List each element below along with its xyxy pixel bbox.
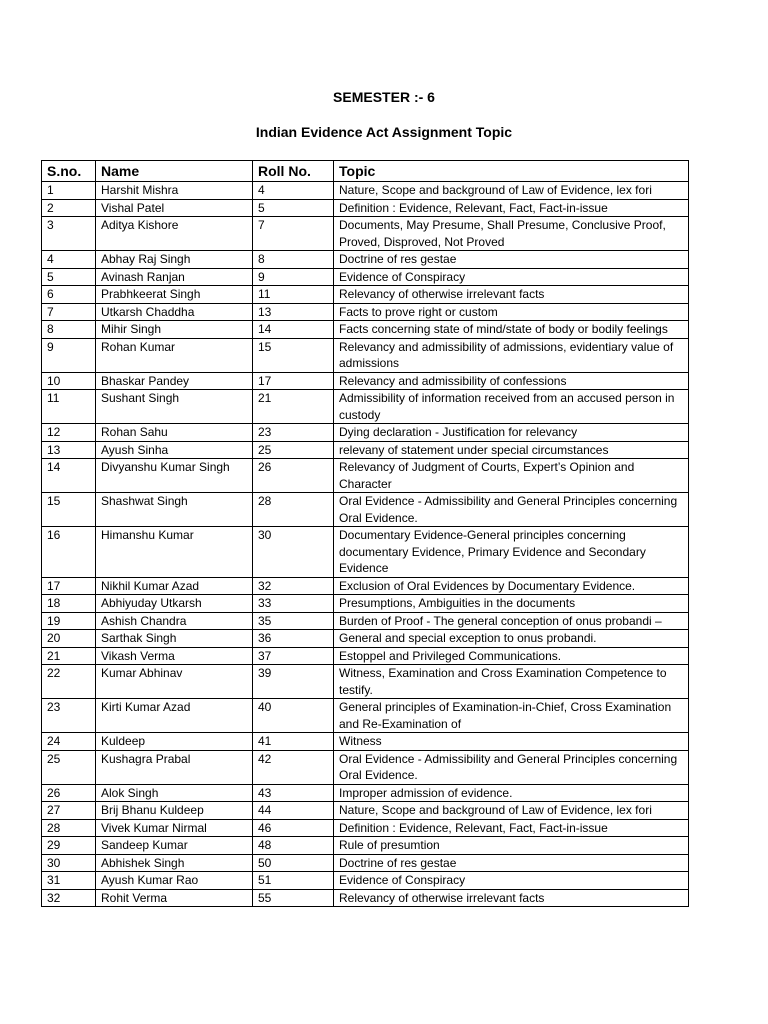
cell-roll-no: 17 <box>253 372 334 390</box>
cell-topic: Rule of presumtion <box>334 837 689 855</box>
table-row <box>42 889 689 907</box>
cell-roll-no: 23 <box>253 424 334 442</box>
cell-roll-no: 9 <box>253 268 334 286</box>
table-row <box>42 182 689 200</box>
cell-name: Vishal Patel <box>96 199 253 217</box>
cell-topic: Estoppel and Privileged Communications. <box>334 647 689 665</box>
cell-topic: Witness <box>334 733 689 751</box>
cell-topic: Definition : Evidence, Relevant, Fact, Fact-in-issue <box>334 199 689 217</box>
cell-name: Ayush Kumar Rao <box>96 872 253 890</box>
cell-sno: 25 <box>42 750 96 784</box>
table-row <box>42 750 689 784</box>
cell-sno: 6 <box>42 286 96 304</box>
table-row <box>42 390 689 424</box>
cell-name: Vivek Kumar Nirmal <box>96 819 253 837</box>
cell-name: Aditya Kishore <box>96 217 253 251</box>
cell-sno: 3 <box>42 217 96 251</box>
cell-topic: Nature, Scope and background of Law of Evidence, lex fori <box>334 182 689 200</box>
cell-topic: Improper admission of evidence. <box>334 784 689 802</box>
cell-roll-no: 32 <box>253 577 334 595</box>
cell-sno: 4 <box>42 251 96 269</box>
cell-roll-no: 41 <box>253 733 334 751</box>
cell-roll-no: 11 <box>253 286 334 304</box>
cell-name: Prabhkeerat Singh <box>96 286 253 304</box>
cell-sno: 2 <box>42 199 96 217</box>
cell-roll-no: 37 <box>253 647 334 665</box>
cell-sno: 26 <box>42 784 96 802</box>
cell-topic: Exclusion of Oral Evidences by Documentary Evidence. <box>334 577 689 595</box>
table-row <box>42 854 689 872</box>
cell-topic: relevany of statement under special circumstances <box>334 441 689 459</box>
cell-name: Harshit Mishra <box>96 182 253 200</box>
cell-topic: Facts concerning state of mind/state of body or bodily feelings <box>334 321 689 339</box>
cell-roll-no: 25 <box>253 441 334 459</box>
header-sno: S.no. <box>42 161 96 182</box>
cell-roll-no: 7 <box>253 217 334 251</box>
table-row <box>42 647 689 665</box>
header-roll-no: Roll No. <box>253 161 334 182</box>
table-row <box>42 837 689 855</box>
cell-sno: 22 <box>42 665 96 699</box>
cell-topic: Facts to prove right or custom <box>334 303 689 321</box>
table-row <box>42 802 689 820</box>
table-row <box>42 251 689 269</box>
cell-name: Brij Bhanu Kuldeep <box>96 802 253 820</box>
cell-roll-no: 33 <box>253 595 334 613</box>
cell-sno: 16 <box>42 527 96 578</box>
cell-name: Abhay Raj Singh <box>96 251 253 269</box>
cell-roll-no: 13 <box>253 303 334 321</box>
table-row <box>42 699 689 733</box>
table-row <box>42 372 689 390</box>
cell-topic: Documentary Evidence-General principles concerning documentary Evidence, Primary Evidence and Secondary Evidence <box>334 527 689 578</box>
cell-sno: 28 <box>42 819 96 837</box>
table-row <box>42 303 689 321</box>
cell-topic: Evidence of Conspiracy <box>334 268 689 286</box>
cell-roll-no: 15 <box>253 338 334 372</box>
table-row <box>42 665 689 699</box>
cell-topic: Relevancy of Judgment of Courts, Expert’s Opinion and Character <box>334 459 689 493</box>
cell-roll-no: 14 <box>253 321 334 339</box>
cell-sno: 18 <box>42 595 96 613</box>
cell-sno: 23 <box>42 699 96 733</box>
cell-topic: Presumptions, Ambiguities in the documents <box>334 595 689 613</box>
cell-topic: Relevancy of otherwise irrelevant facts <box>334 286 689 304</box>
cell-name: Kumar Abhinav <box>96 665 253 699</box>
cell-roll-no: 4 <box>253 182 334 200</box>
table-row <box>42 733 689 751</box>
table-row <box>42 819 689 837</box>
cell-roll-no: 51 <box>253 872 334 890</box>
cell-topic: Dying declaration - Justification for relevancy <box>334 424 689 442</box>
table-header-row <box>42 161 689 182</box>
cell-topic: Admissibility of information received from an accused person in custody <box>334 390 689 424</box>
cell-topic: Relevancy of otherwise irrelevant facts <box>334 889 689 907</box>
cell-topic: Oral Evidence - Admissibility and General Principles concerning Oral Evidence. <box>334 750 689 784</box>
semester-heading: SEMESTER :- 6 <box>333 89 435 105</box>
cell-name: Utkarsh Chaddha <box>96 303 253 321</box>
header-name: Name <box>96 161 253 182</box>
cell-sno: 19 <box>42 612 96 630</box>
cell-roll-no: 40 <box>253 699 334 733</box>
table-row <box>42 630 689 648</box>
cell-sno: 10 <box>42 372 96 390</box>
cell-roll-no: 5 <box>253 199 334 217</box>
cell-roll-no: 21 <box>253 390 334 424</box>
cell-topic: General principles of Examination-in-Chief, Cross Examination and Re-Examination of <box>334 699 689 733</box>
cell-sno: 11 <box>42 390 96 424</box>
cell-sno: 21 <box>42 647 96 665</box>
cell-roll-no: 26 <box>253 459 334 493</box>
cell-topic: Oral Evidence - Admissibility and General Principles concerning Oral Evidence. <box>334 493 689 527</box>
table-row <box>42 577 689 595</box>
cell-sno: 7 <box>42 303 96 321</box>
cell-topic: Witness, Examination and Cross Examination Competence to testify. <box>334 665 689 699</box>
table-row <box>42 268 689 286</box>
cell-roll-no: 48 <box>253 837 334 855</box>
cell-roll-no: 55 <box>253 889 334 907</box>
cell-sno: 13 <box>42 441 96 459</box>
cell-name: Abhishek Singh <box>96 854 253 872</box>
cell-sno: 27 <box>42 802 96 820</box>
cell-sno: 32 <box>42 889 96 907</box>
cell-name: Kuldeep <box>96 733 253 751</box>
table-row <box>42 338 689 372</box>
cell-roll-no: 50 <box>253 854 334 872</box>
cell-topic: Relevancy and admissibility of confessions <box>334 372 689 390</box>
document-title: Indian Evidence Act Assignment Topic <box>255 124 513 140</box>
table-row <box>42 441 689 459</box>
cell-name: Avinash Ranjan <box>96 268 253 286</box>
table-row <box>42 527 689 578</box>
cell-name: Shashwat Singh <box>96 493 253 527</box>
cell-roll-no: 36 <box>253 630 334 648</box>
cell-sno: 29 <box>42 837 96 855</box>
table-row <box>42 595 689 613</box>
cell-topic: Documents, May Presume, Shall Presume, Conclusive Proof, Proved, Disproved, Not Proved <box>334 217 689 251</box>
cell-name: Kushagra Prabal <box>96 750 253 784</box>
table-body <box>42 182 689 907</box>
cell-roll-no: 42 <box>253 750 334 784</box>
cell-name: Ayush Sinha <box>96 441 253 459</box>
cell-name: Vikash Verma <box>96 647 253 665</box>
cell-roll-no: 43 <box>253 784 334 802</box>
cell-topic: Burden of Proof - The general conception of onus probandi – <box>334 612 689 630</box>
cell-name: Divyanshu Kumar Singh <box>96 459 253 493</box>
cell-name: Sandeep Kumar <box>96 837 253 855</box>
cell-name: Nikhil Kumar Azad <box>96 577 253 595</box>
table-row <box>42 424 689 442</box>
table-row <box>42 217 689 251</box>
cell-roll-no: 8 <box>253 251 334 269</box>
table-row <box>42 872 689 890</box>
cell-topic: General and special exception to onus probandi. <box>334 630 689 648</box>
cell-sno: 30 <box>42 854 96 872</box>
cell-sno: 1 <box>42 182 96 200</box>
cell-sno: 8 <box>42 321 96 339</box>
cell-sno: 9 <box>42 338 96 372</box>
cell-sno: 14 <box>42 459 96 493</box>
cell-topic: Doctrine of res gestae <box>334 251 689 269</box>
cell-roll-no: 28 <box>253 493 334 527</box>
header-topic: Topic <box>334 161 689 182</box>
cell-topic: Evidence of Conspiracy <box>334 872 689 890</box>
cell-roll-no: 46 <box>253 819 334 837</box>
cell-name: Bhaskar Pandey <box>96 372 253 390</box>
cell-roll-no: 35 <box>253 612 334 630</box>
table-row <box>42 612 689 630</box>
cell-name: Himanshu Kumar <box>96 527 253 578</box>
cell-roll-no: 30 <box>253 527 334 578</box>
cell-sno: 20 <box>42 630 96 648</box>
cell-topic: Doctrine of res gestae <box>334 854 689 872</box>
assignment-table <box>41 160 689 907</box>
cell-sno: 31 <box>42 872 96 890</box>
cell-name: Rohan Sahu <box>96 424 253 442</box>
cell-sno: 5 <box>42 268 96 286</box>
cell-name: Rohit Verma <box>96 889 253 907</box>
cell-name: Ashish Chandra <box>96 612 253 630</box>
cell-topic: Definition : Evidence, Relevant, Fact, Fact-in-issue <box>334 819 689 837</box>
cell-name: Sarthak Singh <box>96 630 253 648</box>
cell-sno: 17 <box>42 577 96 595</box>
cell-roll-no: 39 <box>253 665 334 699</box>
table-row <box>42 784 689 802</box>
cell-name: Kirti Kumar Azad <box>96 699 253 733</box>
cell-name: Alok Singh <box>96 784 253 802</box>
table-row <box>42 459 689 493</box>
cell-name: Mihir Singh <box>96 321 253 339</box>
table-row <box>42 493 689 527</box>
cell-topic: Nature, Scope and background of Law of Evidence, lex fori <box>334 802 689 820</box>
table-row <box>42 286 689 304</box>
cell-sno: 12 <box>42 424 96 442</box>
cell-roll-no: 44 <box>253 802 334 820</box>
cell-name: Abhiyuday Utkarsh <box>96 595 253 613</box>
table-row <box>42 199 689 217</box>
cell-sno: 15 <box>42 493 96 527</box>
cell-name: Rohan Kumar <box>96 338 253 372</box>
cell-topic: Relevancy and admissibility of admissions, evidentiary value of admissions <box>334 338 689 372</box>
cell-name: Sushant Singh <box>96 390 253 424</box>
table-row <box>42 321 689 339</box>
cell-sno: 24 <box>42 733 96 751</box>
